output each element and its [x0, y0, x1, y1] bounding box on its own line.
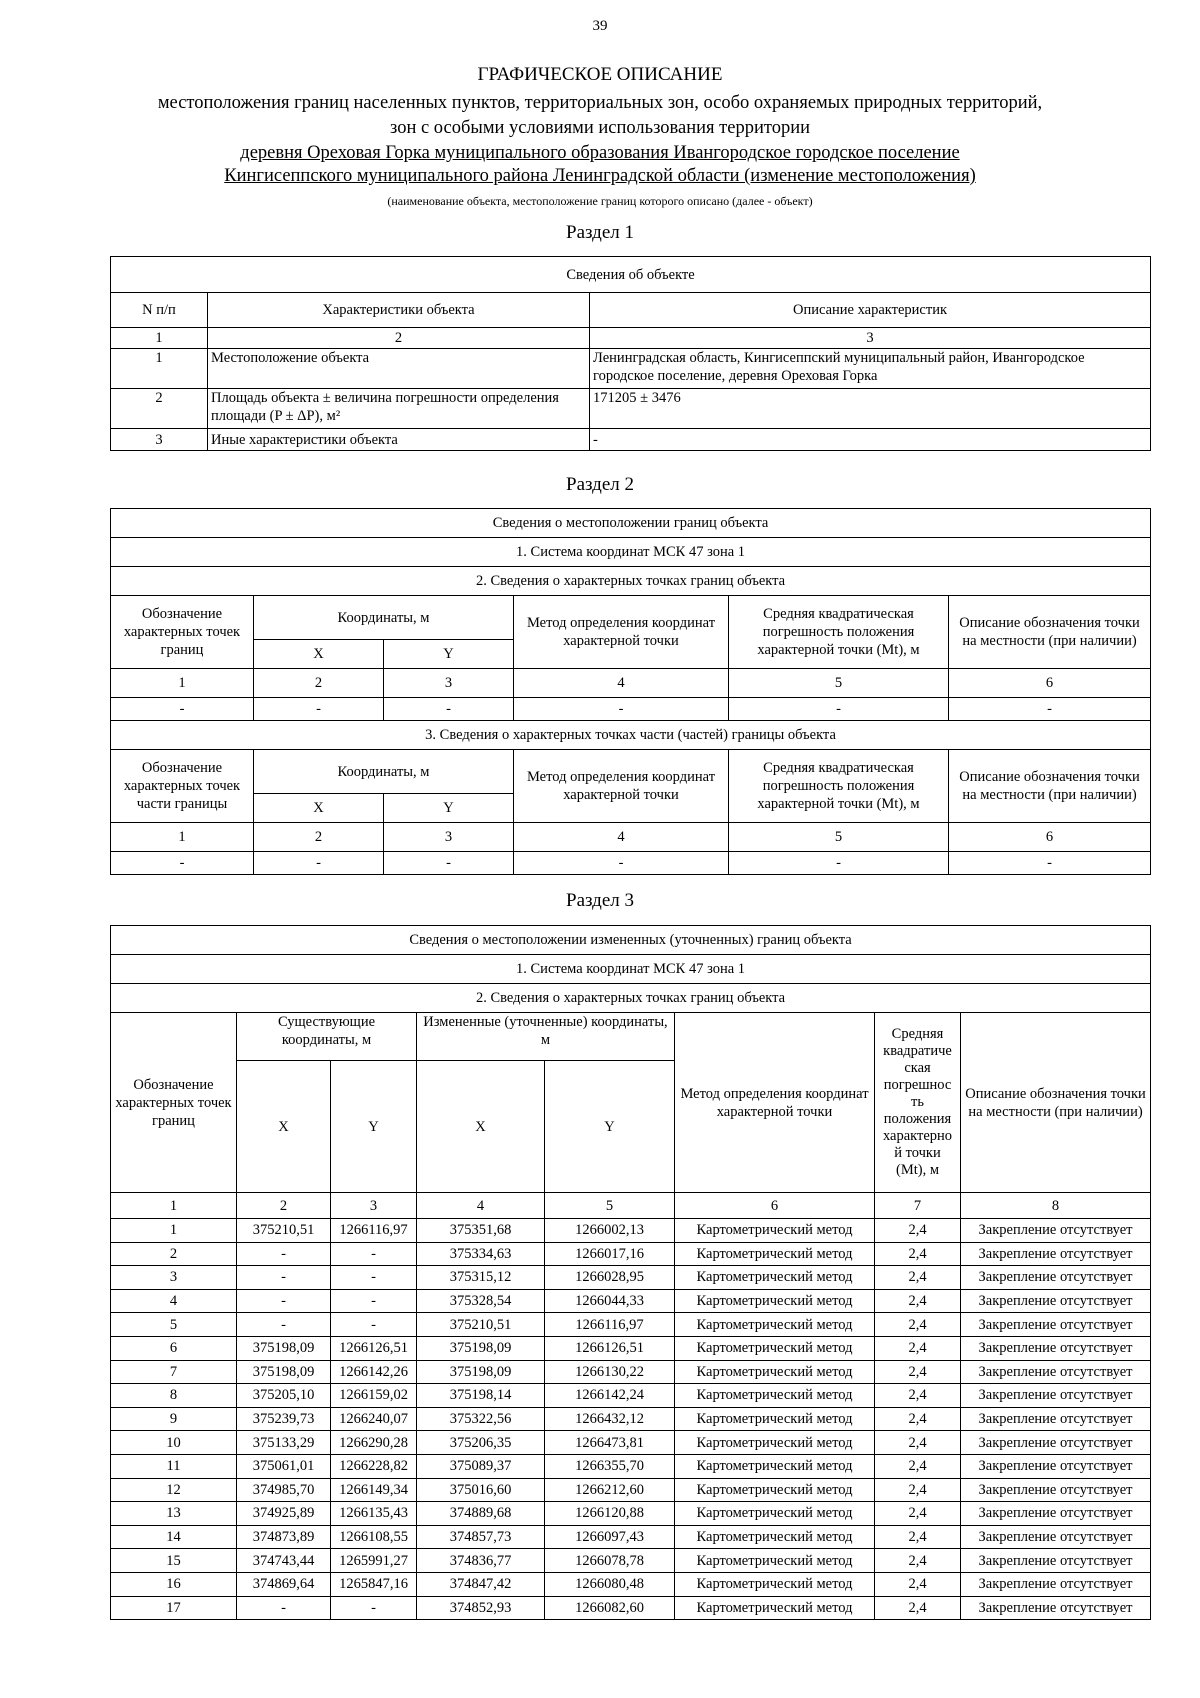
cell-desc: Закрепление отсутствует — [961, 1407, 1151, 1431]
header-coords: Координаты, м — [254, 750, 514, 794]
cell-changed-y: 1266044,33 — [545, 1289, 675, 1313]
column-number: 3 — [590, 328, 1151, 349]
column-number: 4 — [514, 669, 729, 698]
cell-existing-y: 1266116,97 — [331, 1219, 417, 1243]
table-row — [111, 1289, 1151, 1313]
empty-cell: - — [384, 698, 514, 721]
cell-method: Картометрический метод — [675, 1478, 875, 1502]
column-number: 8 — [961, 1193, 1151, 1219]
column-number: 5 — [545, 1193, 675, 1219]
subsection-heading: 2. Сведения о характерных точках границ объекта — [111, 567, 1151, 596]
cell-changed-y: 1266473,81 — [545, 1431, 675, 1455]
table-row — [111, 1502, 1151, 1526]
empty-cell: - — [729, 852, 949, 875]
cell-point: 11 — [111, 1454, 237, 1478]
table-row — [111, 349, 1151, 389]
cell-existing-x: 374925,89 — [237, 1502, 331, 1526]
object-name-line2 — [0, 166, 1200, 187]
column-number: 5 — [729, 669, 949, 698]
section3-table — [110, 925, 1151, 1620]
column-number: 4 — [417, 1193, 545, 1219]
column-number: 1 — [111, 823, 254, 852]
column-number: 2 — [237, 1193, 331, 1219]
cell-changed-x: 375351,68 — [417, 1219, 545, 1243]
header-y: Y — [384, 794, 514, 823]
column-number: 3 — [384, 823, 514, 852]
cell-existing-x: - — [237, 1289, 331, 1313]
cell-method: Картометрический метод — [675, 1596, 875, 1620]
cell-existing-y: 1266149,34 — [331, 1478, 417, 1502]
column-number: 2 — [254, 669, 384, 698]
cell-changed-y: 1266126,51 — [545, 1336, 675, 1360]
cell-method: Картометрический метод — [675, 1266, 875, 1290]
empty-cell: - — [949, 698, 1151, 721]
subsection-heading: 2. Сведения о характерных точках границ объекта — [111, 984, 1151, 1013]
section2-table-title: Сведения о местоположении границ объекта — [111, 509, 1151, 538]
table-row — [111, 1313, 1151, 1337]
empty-cell: - — [514, 852, 729, 875]
cell-existing-x: - — [237, 1242, 331, 1266]
header-point-part: Обозначение характерных точек части границы — [111, 750, 254, 823]
cell-point: 16 — [111, 1572, 237, 1596]
cell-desc: Закрепление отсутствует — [961, 1596, 1151, 1620]
cell-existing-x: 374873,89 — [237, 1525, 331, 1549]
cell-point: 4 — [111, 1289, 237, 1313]
header-y: Y — [331, 1061, 417, 1193]
cell-changed-x: 375206,35 — [417, 1431, 545, 1455]
cell-existing-x: - — [237, 1266, 331, 1290]
cell-desc: Закрепление отсутствует — [961, 1336, 1151, 1360]
cell-existing-x: 374869,64 — [237, 1572, 331, 1596]
table-row — [111, 1572, 1151, 1596]
cell-n: 1 — [111, 349, 208, 389]
empty-cell: - — [254, 698, 384, 721]
column-number: 3 — [331, 1193, 417, 1219]
cell-changed-y: 1266116,97 — [545, 1313, 675, 1337]
header-x: X — [254, 794, 384, 823]
cell-desc: Закрепление отсутствует — [961, 1289, 1151, 1313]
cell-desc: Закрепление отсутствует — [961, 1502, 1151, 1526]
cell-existing-y: 1266228,82 — [331, 1454, 417, 1478]
cell-desc: Закрепление отсутствует — [961, 1313, 1151, 1337]
cell-point: 13 — [111, 1502, 237, 1526]
empty-cell: - — [111, 852, 254, 875]
cell-existing-y: - — [331, 1242, 417, 1266]
section2-table — [110, 508, 1151, 875]
document-subtitle-line2: зон с особыми условиями использования территории — [390, 118, 810, 138]
cell-changed-x: 375334,63 — [417, 1242, 545, 1266]
header-cell: Описание характеристик — [590, 293, 1151, 328]
cell-error: 2,4 — [875, 1266, 961, 1290]
column-number: 1 — [111, 1193, 237, 1219]
cell-error: 2,4 — [875, 1454, 961, 1478]
cell-changed-x: 374847,42 — [417, 1572, 545, 1596]
section1-table — [110, 256, 1151, 451]
cell-changed-y: 1266080,48 — [545, 1572, 675, 1596]
empty-cell: - — [254, 852, 384, 875]
cell-existing-y: 1266290,28 — [331, 1431, 417, 1455]
cell-changed-x: 374889,68 — [417, 1502, 545, 1526]
cell-method: Картометрический метод — [675, 1525, 875, 1549]
header-x: X — [254, 640, 384, 669]
cell-changed-y: 1266082,60 — [545, 1596, 675, 1620]
cell-desc: Закрепление отсутствует — [961, 1478, 1151, 1502]
cell-point: 17 — [111, 1596, 237, 1620]
header-coords: Координаты, м — [254, 596, 514, 640]
header-method: Метод определения координат характерной точки — [514, 750, 729, 823]
table-row — [111, 698, 1151, 721]
header-y: Y — [384, 640, 514, 669]
document-title: ГРАФИЧЕСКОЕ ОПИСАНИЕ — [477, 64, 723, 85]
cell-method: Картометрический метод — [675, 1313, 875, 1337]
header-error: Средняя квадратиче ская погрешнос ть положения характерно й точки (Mt), м — [875, 1013, 961, 1193]
page-number: 39 — [592, 18, 608, 34]
column-number: 2 — [254, 823, 384, 852]
cell-error: 2,4 — [875, 1502, 961, 1526]
cell-changed-x: 375089,37 — [417, 1454, 545, 1478]
cell-point: 6 — [111, 1336, 237, 1360]
cell-point: 15 — [111, 1549, 237, 1573]
column-number: 6 — [949, 669, 1151, 698]
cell-changed-x: 374836,77 — [417, 1549, 545, 1573]
cell-method: Картометрический метод — [675, 1289, 875, 1313]
cell-desc: Закрепление отсутствует — [961, 1384, 1151, 1408]
header-x: X — [417, 1061, 545, 1193]
header-y: Y — [545, 1061, 675, 1193]
section1-title: Раздел 1 — [566, 222, 634, 243]
column-number: 4 — [514, 823, 729, 852]
cell-existing-y: 1266135,43 — [331, 1502, 417, 1526]
cell-point: 9 — [111, 1407, 237, 1431]
cell-error: 2,4 — [875, 1549, 961, 1573]
cell-existing-y: 1266108,55 — [331, 1525, 417, 1549]
cell-desc: Закрепление отсутствует — [961, 1572, 1151, 1596]
cell-error: 2,4 — [875, 1289, 961, 1313]
column-number: 6 — [675, 1193, 875, 1219]
section3-title: Раздел 3 — [566, 890, 634, 911]
cell-error: 2,4 — [875, 1360, 961, 1384]
cell-error: 2,4 — [875, 1431, 961, 1455]
cell-existing-y: 1266142,26 — [331, 1360, 417, 1384]
table-row — [111, 1478, 1151, 1502]
section3-table-title: Сведения о местоположении измененных (уточненных) границ объекта — [111, 926, 1151, 955]
cell-existing-y: - — [331, 1289, 417, 1313]
cell-changed-y: 1266097,43 — [545, 1525, 675, 1549]
table-row — [111, 1596, 1151, 1620]
cell-changed-x: 375322,56 — [417, 1407, 545, 1431]
cell-point: 1 — [111, 1219, 237, 1243]
empty-cell: - — [111, 698, 254, 721]
cell-point: 8 — [111, 1384, 237, 1408]
cell-changed-x: 374857,73 — [417, 1525, 545, 1549]
document-subtitle-line1: местоположения границ населенных пунктов, территориальных зон, особо охраняемых природных территорий, — [157, 93, 1043, 113]
cell-name: Площадь объекта ± величина погрешности определения площади (P ± ΔP), м² — [208, 389, 590, 429]
empty-cell: - — [949, 852, 1151, 875]
header-desc: Описание обозначения точки на местности (при наличии) — [949, 750, 1151, 823]
header-method: Метод определения координат характерной точки — [514, 596, 729, 669]
column-number: 7 — [875, 1193, 961, 1219]
cell-error: 2,4 — [875, 1313, 961, 1337]
cell-changed-y: 1266002,13 — [545, 1219, 675, 1243]
cell-existing-x: 375133,29 — [237, 1431, 331, 1455]
table-row — [111, 429, 1151, 451]
cell-point: 7 — [111, 1360, 237, 1384]
empty-cell: - — [514, 698, 729, 721]
cell-changed-y: 1266028,95 — [545, 1266, 675, 1290]
cell-existing-x: 375061,01 — [237, 1454, 331, 1478]
cell-existing-x: 375198,09 — [237, 1336, 331, 1360]
cell-changed-y: 1266130,22 — [545, 1360, 675, 1384]
cell-point: 5 — [111, 1313, 237, 1337]
table-row — [111, 1384, 1151, 1408]
coordinate-system: 1. Система координат МСК 47 зона 1 — [111, 538, 1151, 567]
cell-changed-x: 375328,54 — [417, 1289, 545, 1313]
cell-desc: Закрепление отсутствует — [961, 1454, 1151, 1478]
cell-n: 2 — [111, 389, 208, 429]
cell-point: 3 — [111, 1266, 237, 1290]
cell-method: Картометрический метод — [675, 1407, 875, 1431]
table-row — [111, 852, 1151, 875]
table-row — [111, 1360, 1151, 1384]
table-row — [111, 1549, 1151, 1573]
cell-desc: - — [590, 429, 1151, 451]
column-number: 2 — [208, 328, 590, 349]
cell-name: Иные характеристики объекта — [208, 429, 590, 451]
cell-changed-y: 1266142,24 — [545, 1384, 675, 1408]
cell-error: 2,4 — [875, 1596, 961, 1620]
cell-method: Картометрический метод — [675, 1549, 875, 1573]
cell-method: Картометрический метод — [675, 1572, 875, 1596]
header-point: Обозначение характерных точек границ — [111, 596, 254, 669]
cell-changed-y: 1266078,78 — [545, 1549, 675, 1573]
cell-existing-y: 1266159,02 — [331, 1384, 417, 1408]
header-existing: Существующие координаты, м — [237, 1013, 417, 1061]
cell-error: 2,4 — [875, 1384, 961, 1408]
cell-changed-x: 375210,51 — [417, 1313, 545, 1337]
header-method: Метод определения координат характерной точки — [675, 1013, 875, 1193]
cell-method: Картометрический метод — [675, 1384, 875, 1408]
cell-method: Картометрический метод — [675, 1431, 875, 1455]
cell-changed-x: 375016,60 — [417, 1478, 545, 1502]
section1-table-title: Сведения об объекте — [111, 257, 1151, 293]
cell-desc: Закрепление отсутствует — [961, 1549, 1151, 1573]
cell-existing-x: 375205,10 — [237, 1384, 331, 1408]
header-x: X — [237, 1061, 331, 1193]
cell-error: 2,4 — [875, 1478, 961, 1502]
cell-method: Картометрический метод — [675, 1502, 875, 1526]
header-error: Средняя квадратическая погрешность положения характерной точки (Mt), м — [729, 750, 949, 823]
header-error: Средняя квадратическая погрешность положения характерной точки (Mt), м — [729, 596, 949, 669]
table-row — [111, 1525, 1151, 1549]
cell-existing-x: 375198,09 — [237, 1360, 331, 1384]
cell-desc: Закрепление отсутствует — [961, 1242, 1151, 1266]
header-point: Обозначение характерных точек границ — [111, 1013, 237, 1193]
cell-existing-y: - — [331, 1596, 417, 1620]
cell-changed-y: 1266017,16 — [545, 1242, 675, 1266]
cell-existing-x: 374743,44 — [237, 1549, 331, 1573]
table-row — [111, 1431, 1151, 1455]
table-row — [111, 1242, 1151, 1266]
cell-error: 2,4 — [875, 1407, 961, 1431]
cell-point: 12 — [111, 1478, 237, 1502]
cell-error: 2,4 — [875, 1242, 961, 1266]
object-name-text1: деревня Ореховая Горка муниципального образования Ивангородское городское поселение — [240, 143, 960, 163]
cell-error: 2,4 — [875, 1525, 961, 1549]
cell-point: 14 — [111, 1525, 237, 1549]
cell-changed-y: 1266120,88 — [545, 1502, 675, 1526]
cell-changed-x: 375198,09 — [417, 1360, 545, 1384]
table-row — [111, 1336, 1151, 1360]
empty-cell: - — [729, 698, 949, 721]
cell-method: Картометрический метод — [675, 1360, 875, 1384]
cell-method: Картометрический метод — [675, 1336, 875, 1360]
section2-title: Раздел 2 — [566, 474, 634, 495]
table-row — [111, 1454, 1151, 1478]
cell-existing-y: - — [331, 1313, 417, 1337]
cell-desc: Закрепление отсутствует — [961, 1219, 1151, 1243]
cell-changed-x: 375198,09 — [417, 1336, 545, 1360]
cell-changed-y: 1266432,12 — [545, 1407, 675, 1431]
subsection-heading: 3. Сведения о характерных точках части (частей) границы объекта — [111, 721, 1151, 750]
header-cell: N п/п — [111, 293, 208, 328]
cell-point: 2 — [111, 1242, 237, 1266]
column-number: 1 — [111, 669, 254, 698]
cell-desc: 171205 ± 3476 — [590, 389, 1151, 429]
column-number: 5 — [729, 823, 949, 852]
cell-point: 10 — [111, 1431, 237, 1455]
cell-existing-x: - — [237, 1596, 331, 1620]
cell-existing-x: 375210,51 — [237, 1219, 331, 1243]
cell-changed-x: 375315,12 — [417, 1266, 545, 1290]
table-row — [111, 1407, 1151, 1431]
cell-existing-x: 375239,73 — [237, 1407, 331, 1431]
column-number: 1 — [111, 328, 208, 349]
cell-existing-x: - — [237, 1313, 331, 1337]
cell-method: Картометрический метод — [675, 1242, 875, 1266]
cell-existing-y: 1265991,27 — [331, 1549, 417, 1573]
cell-method: Картометрический метод — [675, 1454, 875, 1478]
cell-existing-x: 374985,70 — [237, 1478, 331, 1502]
table-row — [111, 1219, 1151, 1243]
header-changed: Измененные (уточненные) координаты, м — [417, 1013, 675, 1061]
cell-error: 2,4 — [875, 1572, 961, 1596]
cell-desc: Закрепление отсутствует — [961, 1525, 1151, 1549]
column-number: 3 — [384, 669, 514, 698]
cell-changed-y: 1266355,70 — [545, 1454, 675, 1478]
cell-error: 2,4 — [875, 1336, 961, 1360]
cell-desc: Закрепление отсутствует — [961, 1360, 1151, 1384]
object-caption: (наименование объекта, местоположение границ которого описано (далее - объект) — [387, 194, 813, 208]
cell-n: 3 — [111, 429, 208, 451]
cell-desc: Закрепление отсутствует — [961, 1431, 1151, 1455]
header-desc: Описание обозначения точки на местности (при наличии) — [949, 596, 1151, 669]
coordinate-system: 1. Система координат МСК 47 зона 1 — [111, 955, 1151, 984]
cell-changed-y: 1266212,60 — [545, 1478, 675, 1502]
cell-existing-y: 1266240,07 — [331, 1407, 417, 1431]
cell-desc: Ленинградская область, Кингисеппский муниципальный район, Ивангородское городское поселение, деревня Ореховая Горка — [590, 349, 1151, 389]
cell-name: Местоположение объекта — [208, 349, 590, 389]
cell-changed-x: 375198,14 — [417, 1384, 545, 1408]
cell-method: Картометрический метод — [675, 1219, 875, 1243]
object-name-line1 — [0, 143, 1200, 164]
cell-existing-y: - — [331, 1266, 417, 1290]
cell-existing-y: 1266126,51 — [331, 1336, 417, 1360]
header-desc: Описание обозначения точки на местности (при наличии) — [961, 1013, 1151, 1193]
column-number: 6 — [949, 823, 1151, 852]
cell-changed-x: 374852,93 — [417, 1596, 545, 1620]
table-row — [111, 389, 1151, 429]
cell-error: 2,4 — [875, 1219, 961, 1243]
cell-existing-y: 1265847,16 — [331, 1572, 417, 1596]
table-row — [111, 1266, 1151, 1290]
empty-cell: - — [384, 852, 514, 875]
cell-desc: Закрепление отсутствует — [961, 1266, 1151, 1290]
header-cell: Характеристики объекта — [208, 293, 590, 328]
object-name-text2: Кингисеппского муниципального района Ленинградской области (изменение местоположения) — [224, 166, 976, 186]
